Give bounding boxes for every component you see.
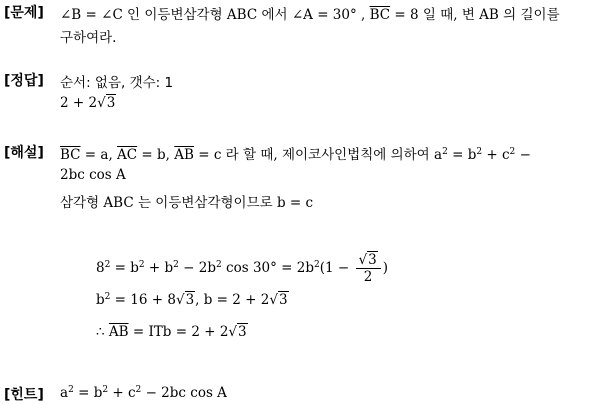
solution-tag: [해설]	[4, 145, 44, 161]
segment-bc: $\overline{BC}$	[369, 7, 391, 23]
solution-line-3: 삼각형 ABC 는 이등변삼각형이므로 b = c	[60, 195, 314, 211]
formula-line-1: $8^2 = b^2 + b^2 - 2b^2$ $\cos 30^\circ = 2b^2(1$ − $\frac{√3}{2}$ )	[96, 252, 388, 285]
fraction-root3-over-2: $\frac{√3}{2}$	[356, 252, 381, 285]
solution-line-1: $\overline{BC} = a$, $\overline{AC} = b$, $\overline{AB} = c$ 라 할 때, 제이코사인법칙에 의하여 $a^2 = b^2 + c^2$ −	[60, 147, 531, 163]
formula-line-3: ∴ $\overline{AB}$ = ITb = 2 + 2√3	[96, 324, 247, 340]
answer-value: 2 + 2√3	[60, 95, 116, 111]
hint-formula: $a^2 = b^2 + c^2 - 2bc$ cos A	[60, 385, 227, 401]
hint-tag: [힌트]	[4, 387, 44, 403]
problem-line-1: ∠B = ∠C 인 이등변삼각형 ABC 에서 ∠A = 30° , $\overline{BC} = 8$ 일 때, 변 AB 의 길이를	[60, 7, 560, 23]
solution-line-2: 2bc cos A	[60, 167, 126, 183]
formula-line-2: $b^2 = 16 + 8√3$, b = 2 + 2√3	[96, 292, 288, 308]
answer-tag: [정답]	[4, 73, 44, 89]
answer-meta: 순서: 없음, 갯수: 1	[60, 75, 174, 91]
problem-tag: [문제]	[4, 5, 44, 21]
problem-line-2: 구하여라.	[60, 30, 117, 46]
